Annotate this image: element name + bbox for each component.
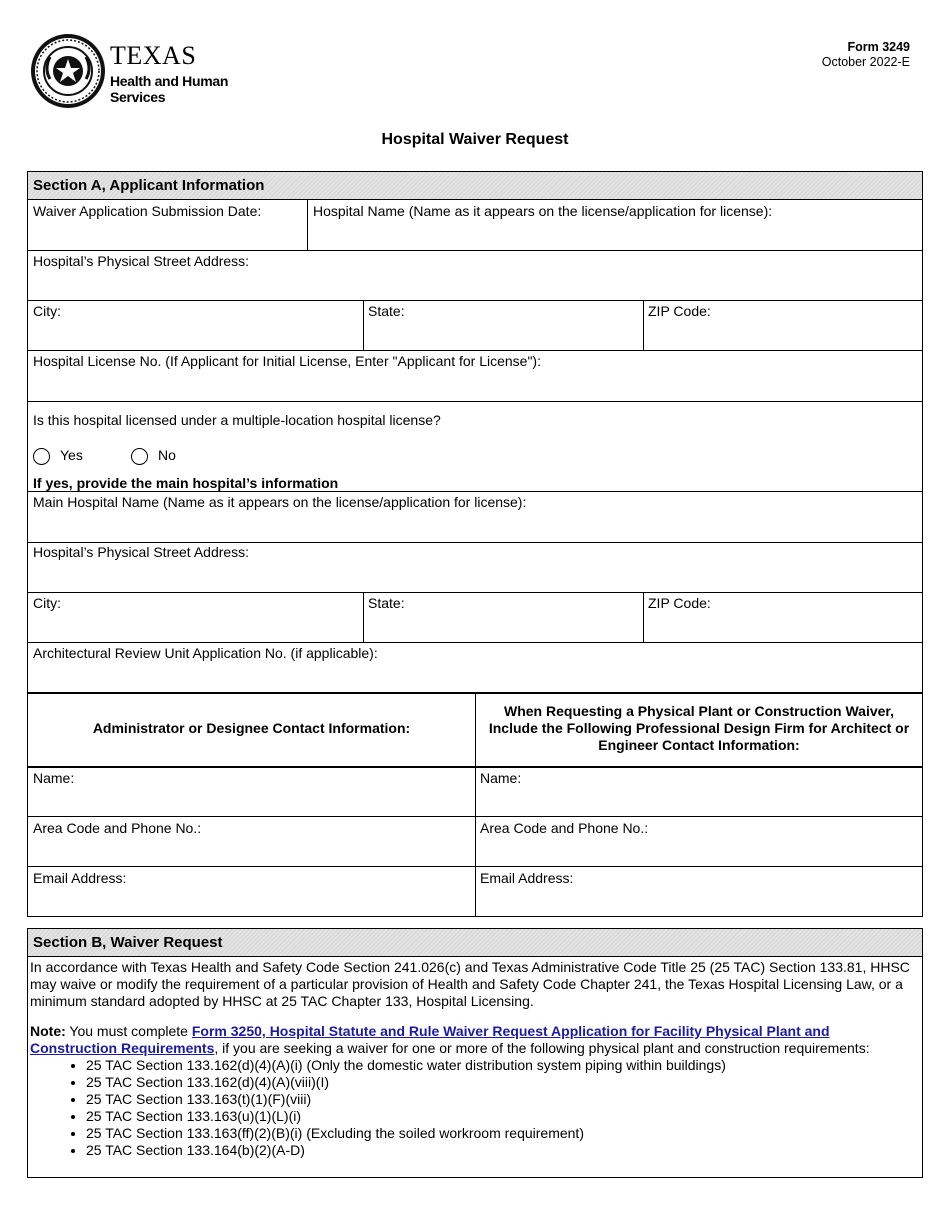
- note-post: , if you are seeking a waiver for one or more of the following physical plant and construction requirements:: [214, 1040, 870, 1056]
- form-number: Form 3249: [847, 40, 910, 54]
- admin-email-label: Email Address:: [33, 870, 127, 886]
- hospital-name-label: Hospital Name (Name as it appears on the license/application for license):: [313, 203, 773, 219]
- main-state-label: State:: [368, 595, 405, 611]
- city-label: City:: [33, 303, 61, 319]
- logo-line2: Services: [110, 89, 166, 105]
- note-pre: You must complete: [69, 1023, 188, 1039]
- page-title: Hospital Waiver Request: [381, 131, 569, 148]
- section-a-heading: Section A, Applicant Information: [28, 172, 922, 200]
- logo-texas-text: TEXAS: [110, 41, 197, 70]
- section-b-note: [30, 1023, 918, 1057]
- list-item: • 25 TAC Section 133.162(d)(4)(A)(i) (Only the domestic water distribution system piping within buildings): [86, 1057, 946, 1074]
- list-item: • 25 TAC Section 133.163(t)(1)(F)(viii): [86, 1091, 946, 1108]
- main-hospital-name-label: Main Hospital Name (Name as it appears on the license/application for license):: [33, 494, 527, 510]
- form-info: [822, 40, 910, 70]
- list-item: • 25 TAC Section 133.164(b)(2)(A-D): [86, 1142, 946, 1159]
- form-date: October 2022-E: [821, 55, 910, 69]
- no-label: No: [158, 447, 176, 463]
- license-label: Hospital License No. (If Applicant for Initial License, Enter "Applicant for License"):: [33, 353, 541, 369]
- logo-line1: Health and Human: [110, 73, 229, 89]
- main-zip-label: ZIP Code:: [648, 595, 711, 611]
- aru-label: Architectural Review Unit Application No. (if applicable):: [33, 645, 378, 661]
- section-b-intro: In accordance with Texas Health and Safety Code Section 241.026(c) and Texas Administrative Code Title 25 (25 TAC) Section 133.81, HHSC may waive or modify the requirement of a particular provision of Health and Safety Code Chapter 241, the Texas Hospital Licensing Law, or a minimum standard adopted by HHSC at 25 TAC Chapter 133, Hospital Licensing.: [30, 959, 910, 1009]
- admin-name-label: Name:: [33, 770, 75, 786]
- submission-date-label: Waiver Application Submission Date:: [33, 203, 262, 219]
- list-item: • 25 TAC Section 133.163(u)(1)(L)(i): [86, 1108, 946, 1125]
- section-a-table: [27, 171, 923, 917]
- firm-phone-label: Area Code and Phone No.:: [480, 820, 649, 836]
- admin-phone-label: Area Code and Phone No.:: [33, 820, 202, 836]
- texas-seal-icon: [30, 33, 106, 109]
- hhs-logo: [30, 33, 230, 113]
- zip-label: ZIP Code:: [648, 303, 711, 319]
- note-label: Note:: [30, 1023, 66, 1039]
- main-city-label: City:: [33, 595, 61, 611]
- state-label: State:: [368, 303, 405, 319]
- list-item: • 25 TAC Section 133.163(ff)(2)(B)(i) (Excluding the soiled workroom requirement): [86, 1125, 946, 1142]
- section-b-table: [27, 928, 923, 1178]
- no-radio[interactable]: [131, 448, 148, 465]
- admin-contact-heading: Administrator or Designee Contact Information:: [92, 720, 411, 736]
- multi-location-question: Is this hospital licensed under a multiple-location hospital license?: [33, 412, 441, 428]
- form-3250-link[interactable]: Form 3250, Hospital Statute and Rule Waiver Request Application for Facility Physical Plant and Construction Requirements: [30, 1023, 830, 1056]
- list-item: • 25 TAC Section 133.162(d)(4)(A)(viii)(I): [86, 1074, 946, 1091]
- firm-email-label: Email Address:: [480, 870, 574, 886]
- firm-name-label: Name:: [480, 770, 522, 786]
- main-hospital-heading: If yes, provide the main hospital’s information: [33, 475, 339, 491]
- street-address-label: Hospital’s Physical Street Address:: [33, 253, 250, 269]
- design-firm-heading: When Requesting a Physical Plant or Construction Waiver, Include the Following Professional Design Firm for Architect or Engineer Contact Information:: [488, 703, 910, 753]
- yes-radio[interactable]: [33, 448, 50, 465]
- section-b-heading: Section B, Waiver Request: [28, 929, 922, 957]
- main-street-address-label: Hospital’s Physical Street Address:: [33, 544, 250, 560]
- requirements-list: [30, 1057, 946, 1159]
- yes-label: Yes: [60, 447, 83, 463]
